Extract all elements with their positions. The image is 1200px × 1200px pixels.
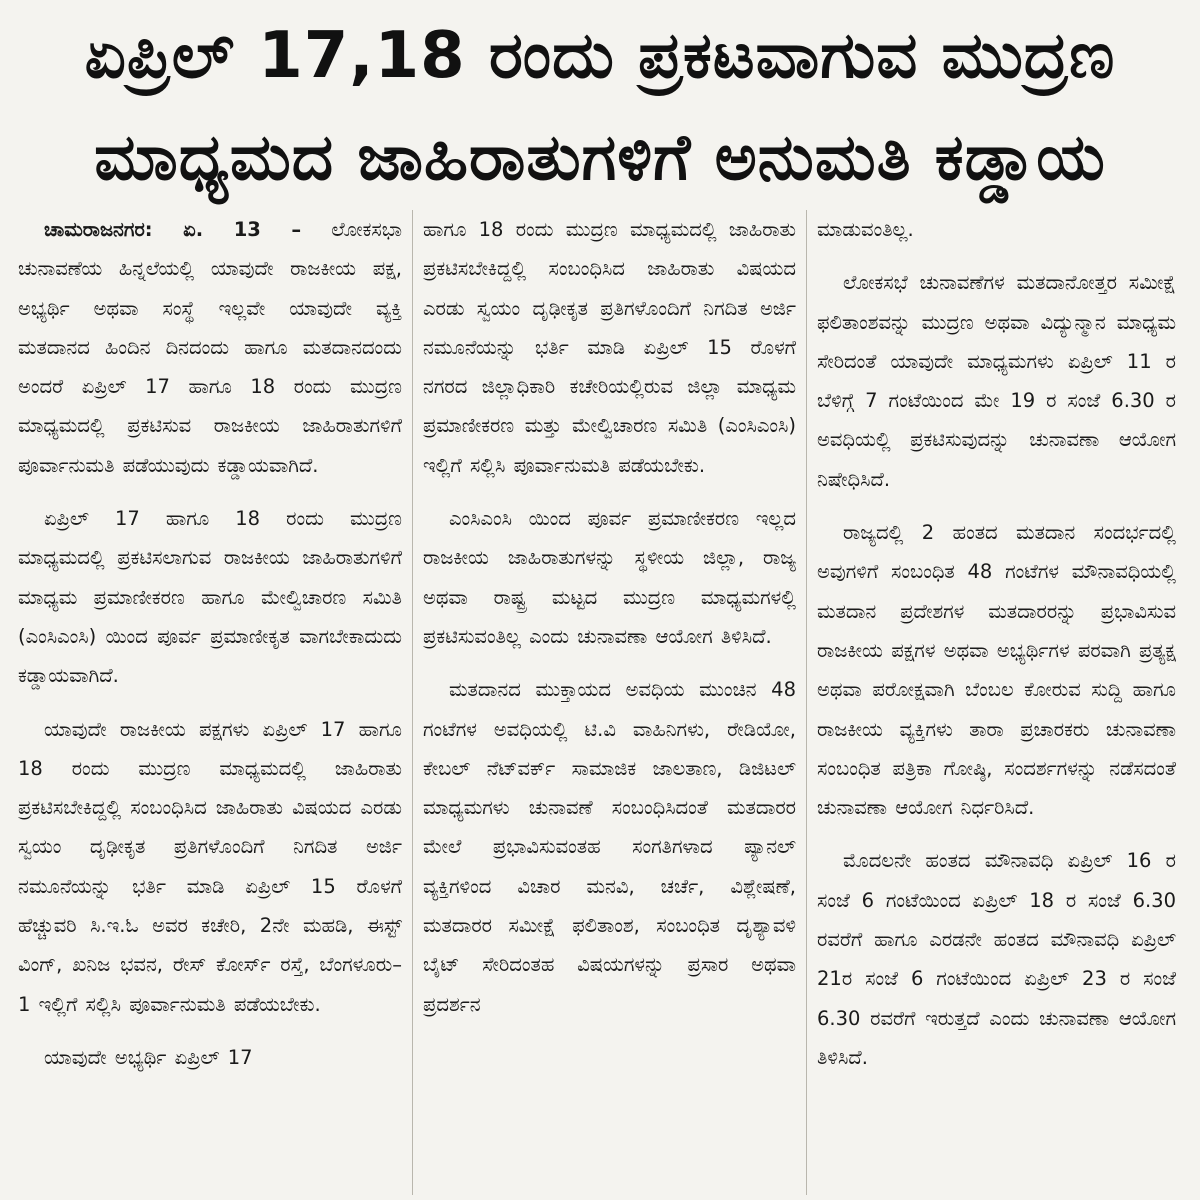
headline <box>0 8 1200 206</box>
headline-line-1: ಏಪ್ರಿಲ್ 17,18 ರಂದು ಪ್ರಕಟವಾಗುವ ಮುದ್ರಣ <box>84 19 1116 93</box>
article-body <box>14 210 1186 1195</box>
article-paragraph: ಎಂಸಿಎಂಸಿ ಯಿಂದ ಪೂರ್ವ ಪ್ರಮಾಣೀಕರಣ ಇಲ್ಲದ ರಾಜಕೀಯ ಜಾಹಿರಾತುಗಳನ್ನು ಸ್ಥಳೀಯ ಜಿಲ್ಲಾ, ರಾಜ್ಯ ಅಥವಾ ರಾಷ್ಟ್ರ ಮಟ್ಟದ ಮುದ್ರಣ ಮಾಧ್ಯಮಗಳಲ್ಲಿ ಪ್ರಕಟಿಸುವಂತಿಲ್ಲ ಎಂದು ಚುನಾವಣಾ ಆಯೋಗ ತಿಳಿಸಿದೆ. <box>423 507 796 648</box>
article-paragraph: ಹಾಗೂ 18 ರಂದು ಮುದ್ರಣ ಮಾಧ್ಯಮದಲ್ಲಿ ಜಾಹಿರಾತು ಪ್ರಕಟಿಸಬೇಕಿದ್ದಲ್ಲಿ ಸಂಬಂಧಿಸಿದ ಜಾಹಿರಾತು ವಿಷಯದ ಎರಡು ಸ್ವಯಂ ದೃಢೀಕೃತ ಪ್ರತಿಗಳೊಂದಿಗೆ ನಿಗದಿತ ಅರ್ಜಿ ನಮೂನೆಯನ್ನು ಭರ್ತಿ ಮಾಡಿ ಏಪ್ರಿಲ್ 15 ರೊಳಗೆ ನಗರದ ಜಿಲ್ಲಾಧಿಕಾರಿ ಕಚೇರಿಯಲ್ಲಿರುವ ಜಿಲ್ಲಾ ಮಾಧ್ಯಮ ಪ್ರಮಾಣೀಕರಣ ಮತ್ತು ಮೇಲ್ವಿಚಾರಣ ಸಮಿತಿ (ಎಂಸಿಎಂಸಿ) ಇಲ್ಲಿಗೆ ಸಲ್ಲಿಸಿ ಪೂರ್ವಾನುಮತಿ ಪಡೆಯಬೇಕು. <box>423 218 796 477</box>
article-paragraph: ಏಪ್ರಿಲ್ 17 ಹಾಗೂ 18 ರಂದು ಮುದ್ರಣ ಮಾಧ್ಯಮದಲ್ಲಿ ಪ್ರಕಟಿಸಲಾಗುವ ರಾಜಕೀಯ ಜಾಹಿರಾತುಗಳಿಗೆ ಮಾಧ್ಯಮ ಪ್ರಮಾಣೀಕರಣ ಹಾಗೂ ಮೇಲ್ವಿಚಾರಣ ಸಮಿತಿ (ಎಂಸಿಎಂಸಿ) ಯಿಂದ ಪೂರ್ವ ಪ್ರಮಾಣೀಕೃತ ವಾಗಬೇಕಾದುದು ಕಡ್ಡಾಯವಾಗಿದೆ. <box>18 507 402 688</box>
article-column-1 <box>14 210 412 1195</box>
article-paragraph <box>18 210 402 485</box>
article-paragraph: ರಾಜ್ಯದಲ್ಲಿ 2 ಹಂತದ ಮತದಾನ ಸಂದರ್ಭದಲ್ಲಿ ಅವುಗಳಿಗೆ ಸಂಬಂಧಿತ 48 ಗಂಟೆಗಳ ಮೌನಾವಧಿಯಲ್ಲಿ ಮತದಾನ ಪ್ರದೇಶಗಳ ಮತದಾರರನ್ನು ಪ್ರಭಾವಿಸುವ ರಾಜಕೀಯ ಪಕ್ಷಗಳ ಅಥವಾ ಅಭ್ಯರ್ಥಿಗಳ ಪರವಾಗಿ ಪ್ರತ್ಯಕ್ಷ ಅಥವಾ ಪರೋಕ್ಷವಾಗಿ ಬೆಂಬಲ ಕೋರುವ ಸುದ್ದಿ ಹಾಗೂ ರಾಜಕೀಯ ವ್ಯಕ್ತಿಗಳು ತಾರಾ ಪ್ರಚಾರಕರು ಚುನಾವಣಾ ಸಂಬಂಧಿತ ಪತ್ರಿಕಾ ಗೋಷ್ಠಿ, ಸಂದರ್ಶಗಳನ್ನು ನಡೆಸದಂತೆ ಚುನಾವಣಾ ಆಯೋಗ ನಿರ್ಧರಿಸಿದೆ. <box>817 521 1176 820</box>
article-column-3 <box>806 210 1186 1195</box>
article-column-2 <box>412 210 806 1195</box>
article-paragraph: ಮೊದಲನೇ ಹಂತದ ಮೌನಾವಧಿ ಏಪ್ರಿಲ್ 16 ರ ಸಂಜೆ 6 ಗಂಟೆಯಿಂದ ಏಪ್ರಿಲ್ 18 ರ ಸಂಜೆ 6.30 ರವರೆಗೆ ಹಾಗೂ ಎರಡನೇ ಹಂತದ ಮೌನಾವಧಿ ಏಪ್ರಿಲ್ 21ರ ಸಂಜೆ 6 ಗಂಟೆಯಿಂದ ಏಪ್ರಿಲ್ 23 ರ ಸಂಜೆ 6.30 ರವರೆಗೆ ಇರುತ್ತದೆ ಎಂದು ಚುನಾವಣಾ ಆಯೋಗ ತಿಳಿಸಿದೆ. <box>817 849 1176 1069</box>
article-paragraph: ಮತದಾನದ ಮುಕ್ತಾಯದ ಅವಧಿಯ ಮುಂಚಿನ 48 ಗಂಟೆಗಳ ಅವಧಿಯಲ್ಲಿ ಟಿ.ವಿ ವಾಹಿನಿಗಳು, ರೇಡಿಯೋ, ಕೇಬಲ್ ನೆಟ್‌ವರ್ಕ್ ಸಾಮಾಜಿಕ ಜಾಲತಾಣ, ಡಿಜಿಟಲ್ ಮಾಧ್ಯಮಗಳು ಚುನಾವಣೆ ಸಂಬಂಧಿಸಿದಂತೆ ಮತದಾರರ ಮೇಲೆ ಪ್ರಭಾವಿಸುವಂತಹ ಸಂಗತಿಗಳಾದ ಪ್ಯಾನಲ್ ವ್ಯಕ್ತಿಗಳಿಂದ ವಿಚಾರ ಮನವಿ, ಚರ್ಚೆ, ವಿಶ್ಲೇಷಣೆ, ಮತದಾರರ ಸಮೀಕ್ಷೆ ಫಲಿತಾಂಶ, ಸಂಬಂಧಿತ ದೃಶ್ಯಾವಳಿ ಬೈಟ್ ಸೇರಿದಂತಹ ವಿಷಯಗಳನ್ನು ಪ್ರಸಾರ ಅಥವಾ ಪ್ರದರ್ಶನ <box>423 678 796 1016</box>
headline-line-2: ಮಾಧ್ಯಮದ ಜಾಹಿರಾತುಗಳಿಗೆ ಅನುಮತಿ ಕಡ್ಡಾಯ <box>94 121 1106 195</box>
dateline: ಚಾಮರಾಜನಗರ: ಏ. 13 – <box>44 218 302 241</box>
paragraph-text: ಲೋಕಸಭಾ ಚುನಾವಣೆಯ ಹಿನ್ನಲೆಯಲ್ಲಿ ಯಾವುದೇ ರಾಜಕೀಯ ಪಕ್ಷ, ಅಭ್ಯರ್ಥಿ ಅಥವಾ ಸಂಸ್ಥೆ ಇಲ್ಲವೇ ಯಾವುದೇ ವ್ಯಕ್ತಿ ಮತದಾನದ ಹಿಂದಿನ ದಿನದಂದು ಹಾಗೂ ಮತದಾನದಂದು ಅಂದರೆ ಏಪ್ರಿಲ್ 17 ಹಾಗೂ 18 ರಂದು ಮುದ್ರಣ ಮಾಧ್ಯಮದಲ್ಲಿ ಪ್ರಕಟಿಸುವ ರಾಜಕೀಯ ಜಾಹಿರಾತುಗಳಿಗೆ ಪೂರ್ವಾನುಮತಿ ಪಡೆಯುವುದು ಕಡ್ಡಾಯವಾಗಿದೆ. <box>18 218 402 477</box>
article-paragraph: ಮಾಡುವಂತಿಲ್ಲ. <box>817 218 914 241</box>
article-paragraph: ಯಾವುದೇ ಅಭ್ಯರ್ಥಿ ಏಪ್ರಿಲ್ 17 <box>44 1045 253 1069</box>
article-paragraph: ಲೋಕಸಭೆ ಚುನಾವಣೆಗಳ ಮತದಾನೋತ್ತರ ಸಮೀಕ್ಷೆ ಫಲಿತಾಂಶವನ್ನು ಮುದ್ರಣ ಅಥವಾ ವಿದ್ಯುನ್ಮಾನ ಮಾಧ್ಯಮ ಸೇರಿದಂತೆ ಯಾವುದೇ ಮಾಧ್ಯಮಗಳು ಏಪ್ರಿಲ್ 11 ರ ಬೆಳಿಗ್ಗೆ 7 ಗಂಟೆಯಿಂದ ಮೇ 19 ರ ಸಂಜೆ 6.30 ರ ಅವಧಿಯಲ್ಲಿ ಪ್ರಕಟಿಸುವುದನ್ನು ಚುನಾವಣಾ ಆಯೋಗ ನಿಷೇಧಿಸಿದೆ. <box>817 271 1176 491</box>
article-paragraph: ಯಾವುದೇ ರಾಜಕೀಯ ಪಕ್ಷಗಳು ಏಪ್ರಿಲ್ 17 ಹಾಗೂ 18 ರಂದು ಮುದ್ರಣ ಮಾಧ್ಯಮದಲ್ಲಿ ಜಾಹಿರಾತು ಪ್ರಕಟಿಸಬೇಕಿದ್ದಲ್ಲಿ ಸಂಬಂಧಿಸಿದ ಜಾಹಿರಾತು ವಿಷಯದ ಎರಡು ಸ್ವಯಂ ದೃಢೀಕೃತ ಪ್ರತಿಗಳೊಂದಿಗೆ ನಿಗದಿತ ಅರ್ಜಿ ನಮೂನೆಯನ್ನು ಭರ್ತಿ ಮಾಡಿ ಏಪ್ರಿಲ್ 15 ರೊಳಗೆ ಹೆಚ್ಚುವರಿ ಸಿ.ಇ.ಓ ಅವರ ಕಚೇರಿ, 2ನೇ ಮಹಡಿ, ಈಸ್ಟ್ ವಿಂಗ್, ಖನಿಜ ಭವನ, ರೇಸ್ ಕೋರ್ಸ್ ರಸ್ತೆ, ಬೆಂಗಳೂರು–1 ಇಲ್ಲಿಗೆ ಸಲ್ಲಿಸಿ ಪೂರ್ವಾನುಮತಿ ಪಡೆಯಬೇಕು. <box>18 717 402 1016</box>
